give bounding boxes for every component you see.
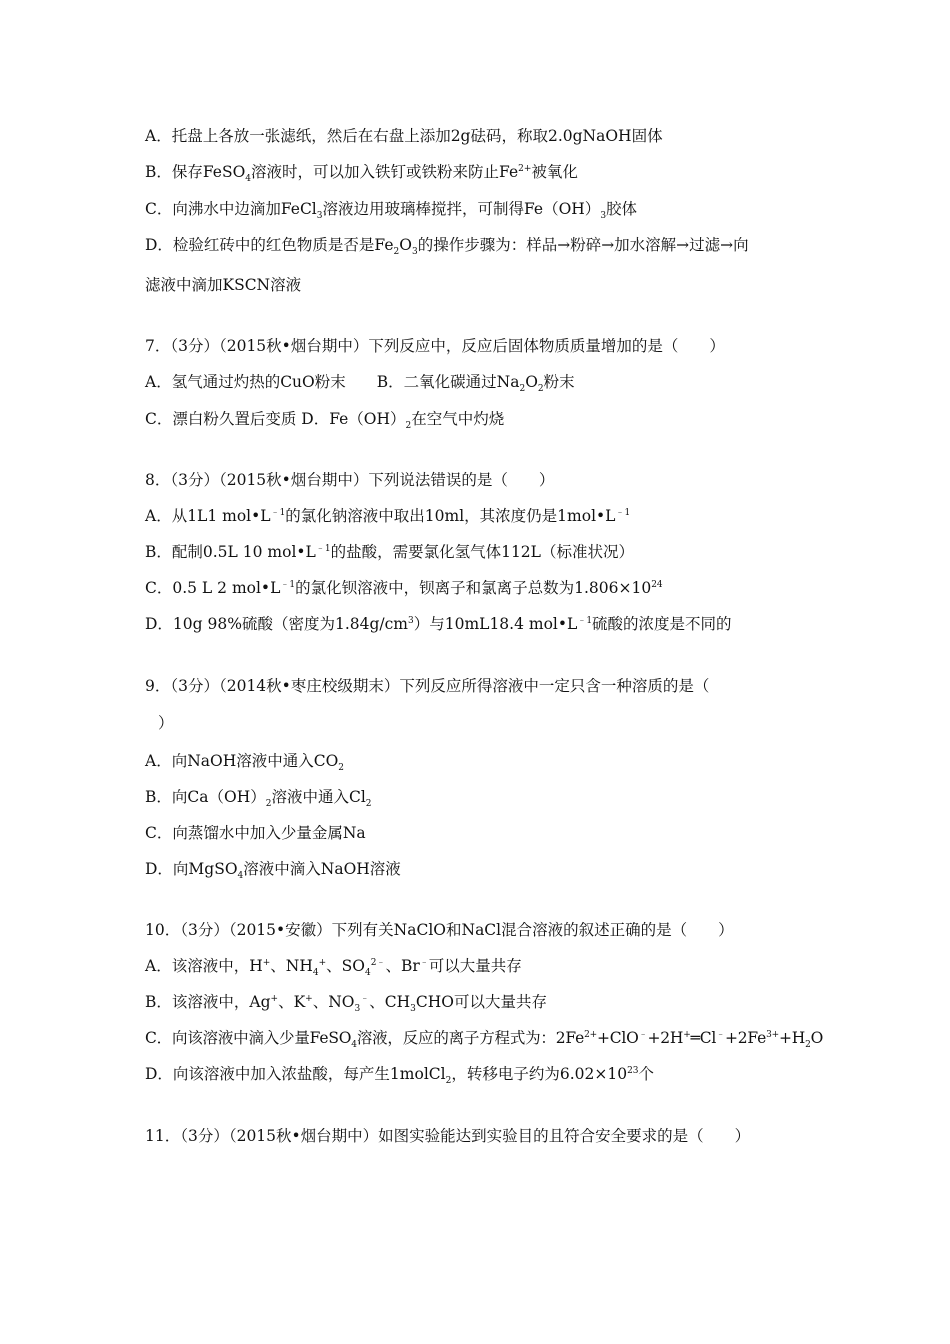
q9-option-a: A．向NaOH溶液中通入$CO_2$ [145,752,345,774]
q8-option-d: D．10g 98%硫酸（密度为$1.84g/cm^3$）与10mL18.4 $mol•L^{﹣1}$硫酸的浓度是不同的 [145,615,732,633]
q8-option-a: A．从1L1 $mol•L^{﹣1}$的氯化钠溶液中取出10ml，其浓度仍是$1mol•L^{﹣1}$ [145,507,631,525]
q11-stem: 11．（3分）（2015秋•烟台期中）如图实验能达到实验目的且符合安全要求的是（ ） [145,1127,751,1145]
q9-option-d: D．向MgSO$_4$溶液中滴入NaOH溶液 [145,860,401,882]
q10-option-b: B．该溶液中，Ag+、K+、$NO_3^﹣$、$CH_3CHO$可以大量共存 [145,993,547,1015]
q9-option-b: B．向$Ca(OH)_2$溶液中通入$Cl_2$ [145,788,372,810]
q9-stem-continued: ） [158,714,174,732]
q8-option-b: B．配制0.5L 10 $mol•L^{﹣1}$的盐酸，需要氯化氢气体112L（标准状况） [145,543,634,561]
q6-option-c: C．向沸水中边滴加FeCl$_3$溶液边用玻璃棒搅拌，可制得$Fe(OH)_3$胶体 [145,200,638,222]
q9-stem: 9．（3分）（2014秋•枣庄校级期末）下列反应所得溶液中一定只含一种溶质的是（ [145,677,710,695]
q10-option-d: D．向该溶液中加入浓盐酸，每产生1molCl$_2$，转移电子约为$6.02\times 10^{23}$个 [145,1065,655,1087]
q6-option-a: A．托盘上各放一张滤纸，然后在右盘上添加2g砝码，称取2.0gNaOH固体 [145,127,663,145]
q8-stem: 8．（3分）（2015秋•烟台期中）下列说法错误的是（ ） [145,471,555,489]
q6-option-d-continued: 滤液中滴加KSCN溶液 [145,276,302,294]
q6-option-b: B．保存FeSO$_4$溶液时，可以加入铁钉或铁粉来防止$Fe^{2+}$被氧化 [145,163,578,185]
q9-option-c: C．向蒸馏水中加入少量金属Na [145,824,366,842]
q10-stem: 10．（3分）（2015•安徽）下列有关NaClO和NaCl混合溶液的叙述正确的是（ ） [145,921,734,939]
q10-option-c: C．向该溶液中滴入少量FeSO$_4$溶液，反应的离子方程式为：$2Fe^{2+}+ClO^﹣+2H^+═Cl^﹣+2Fe^{3+}+H_2O$ [145,1029,824,1051]
q7-options-cd: C．漂白粉久置后变质 D．$Fe(OH)_2$在空气中灼烧 [145,410,505,432]
q7-stem: 7．（3分）（2015秋•烟台期中）下列反应中，反应后固体物质质量增加的是（ ） [145,337,725,355]
q7-options-ab: A．氢气通过灼热的CuO粉末 B．二氧化碳通过$Na_2O_2$粉末 [145,373,575,395]
q6-option-d: D．检验红砖中的红色物质是否是$Fe_2O_3$的操作步骤为：样品→粉碎→加水溶解→过滤→向 [145,236,749,258]
q10-option-a: A．该溶液中，H+、$NH_4^+$、$SO_4^{2﹣}$、Br﹣可以大量共存 [145,957,522,979]
q8-option-c: C．0.5 L 2 $mol•L^{﹣1}$的氯化钡溶液中，钡离子和氯离子总数为$1.806\times 10^{24}$ [145,579,663,597]
